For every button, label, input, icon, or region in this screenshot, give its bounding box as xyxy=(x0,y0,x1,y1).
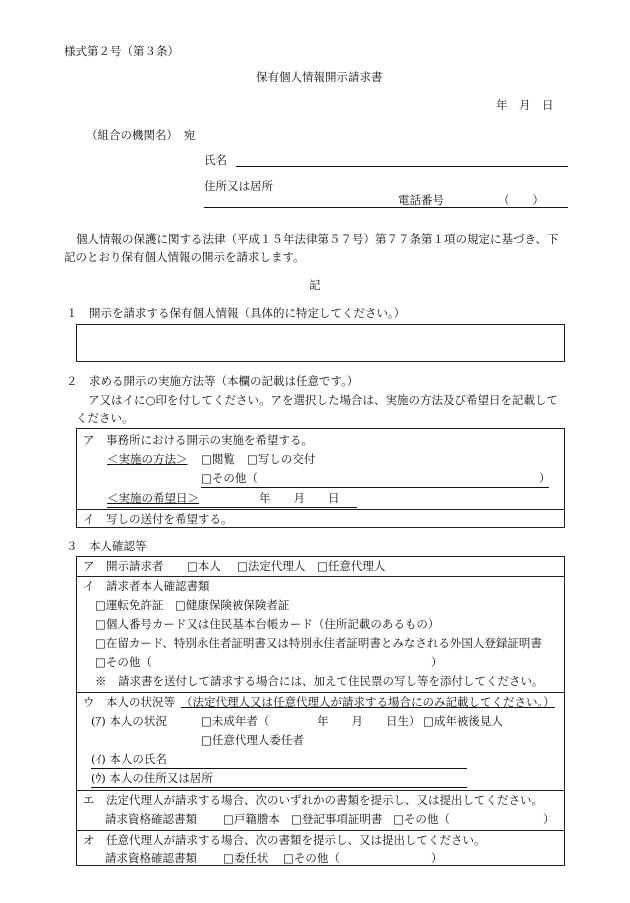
method-copy-checkbox[interactable]: □写しの交付 xyxy=(247,452,316,466)
name-field[interactable] xyxy=(236,166,568,167)
section3-divider-1 xyxy=(77,576,564,577)
id-docs-note: ※ 請求書を送付して請求する場合には、加えて住民票の写し等を添付してください。 xyxy=(95,674,544,688)
form-number: 様式第２号（第３条） xyxy=(64,44,179,58)
family-register-checkbox[interactable]: □戸籍謄本 xyxy=(223,812,280,826)
method-other-field[interactable] xyxy=(201,487,549,488)
phone-parens: （ ） xyxy=(498,193,544,207)
phone-label: 電話番号 xyxy=(398,193,444,207)
method-label: ＜実施の方法＞ xyxy=(107,452,188,466)
legal-agent-other-close: ） xyxy=(543,812,555,826)
ki-label: 記 xyxy=(309,278,321,292)
requester-label: ア 開示請求者 xyxy=(83,559,164,573)
intro-line-2: 記のとおり保有個人情報の開示を請求します。 xyxy=(64,250,305,264)
health-insurance-checkbox[interactable]: □健康保険被保険者証 xyxy=(175,598,290,612)
person-status-note: （法定代理人又は任意代理人が請求する場合にのみ記載してください。） xyxy=(181,695,555,709)
section2-option-a[interactable]: ア 事務所における開示の実施を希望する。 xyxy=(83,433,313,447)
method-other-close: ） xyxy=(539,471,551,485)
voluntary-agent-other-close: ） xyxy=(431,851,443,865)
id-other-close: ） xyxy=(431,655,443,669)
section3-heading: ３ 本人確認等 xyxy=(66,539,147,553)
drivers-license-checkbox[interactable]: □運転免許証 xyxy=(95,598,164,612)
requester-voluntary-agent-checkbox[interactable]: □任意代理人 xyxy=(317,559,386,573)
registry-certificate-checkbox[interactable]: □登記事項証明書 xyxy=(291,812,383,826)
date-line: 年 月 日 xyxy=(496,98,554,112)
method-other-checkbox[interactable]: □その他（ xyxy=(201,471,258,485)
minor-birthdate: 年 月 日生） xyxy=(317,714,421,728)
date-label: ＜実施の希望日＞ xyxy=(107,491,199,505)
voluntary-agent-other-checkbox[interactable]: □その他（ xyxy=(283,851,340,865)
section2-note-2: ください。 xyxy=(76,411,134,425)
intro-line-1: 個人情報の保護に関する法律（平成１５年法律第５７号）第７７条第１項の規定に基づき、下 xyxy=(76,232,559,246)
addressee: （組合の機関名） 宛 xyxy=(86,128,196,142)
section2-note-1: ア又はイに○印を付してください。アを選択した場合は、実施の方法及び希望日を記載して xyxy=(88,393,559,407)
legal-agent-docs-label: 請求資格確認書類 xyxy=(105,812,197,826)
legal-agent-instruction: エ 法定代理人が請求する場合、次のいずれかの書類を提示し、又は提出してください。 xyxy=(83,793,543,807)
section2-option-b[interactable]: イ 写しの送付を希望する。 xyxy=(83,512,233,526)
requester-self-checkbox[interactable]: □本人 xyxy=(187,559,221,573)
address-field[interactable] xyxy=(204,207,568,208)
section2-heading: ２ 求める開示の実施方法等（本欄の記載は任意です。） xyxy=(66,374,359,388)
section1-input-box[interactable] xyxy=(76,324,565,362)
voluntary-agent-instruction: オ 任意代理人が請求する場合、次の書類を提示し、又は提出してください。 xyxy=(83,833,486,847)
name-label: 氏名 xyxy=(204,153,227,167)
minor-checkbox[interactable]: □未成年者（ xyxy=(201,714,270,728)
section2-divider xyxy=(77,509,564,510)
adult-ward-checkbox[interactable]: □成年被後見人 xyxy=(423,714,503,728)
date-field[interactable] xyxy=(107,507,357,508)
principal-checkbox[interactable]: □任意代理人委任者 xyxy=(201,733,304,747)
date-fields: 年 月 日 xyxy=(259,491,340,505)
section3-divider-3 xyxy=(77,790,564,791)
residence-card-checkbox[interactable]: □在留カード、特別永住者証明書又は特別永住者証明書とみなされる外国人登録証明書 xyxy=(95,636,542,650)
person-status-label: ウ 本人の状況等 xyxy=(83,695,175,709)
id-other-checkbox[interactable]: □その他（ xyxy=(95,655,152,669)
person-name-field[interactable] xyxy=(91,768,467,769)
section3-box xyxy=(76,556,565,866)
section1-heading: １ 開示を請求する保有個人情報（具体的に特定してください。） xyxy=(66,306,406,320)
person-address-label: (ｳ) 本人の住所又は居所 xyxy=(91,771,213,785)
section3-divider-2 xyxy=(77,692,564,693)
section2-box xyxy=(76,428,565,528)
id-docs-label: イ 請求者本人確認書類 xyxy=(83,579,210,593)
my-number-card-checkbox[interactable]: □個人番号カード又は住民基本台帳カード（住所記載のあるもの） xyxy=(95,617,440,631)
voluntary-agent-docs-label: 請求資格確認書類 xyxy=(105,851,197,865)
person-status-sublabel: (ｱ) 本人の状況 xyxy=(91,714,167,728)
requester-legal-agent-checkbox[interactable]: □法定代理人 xyxy=(237,559,306,573)
power-of-attorney-checkbox[interactable]: □委任状 xyxy=(223,851,269,865)
person-name-label: (ｲ) 本人の氏名 xyxy=(91,752,167,766)
legal-agent-other-checkbox[interactable]: □その他（ xyxy=(393,812,450,826)
address-label: 住所又は居所 xyxy=(204,179,273,193)
document-title: 保有個人情報開示請求書 xyxy=(256,70,383,84)
section3-divider-4 xyxy=(77,830,564,831)
person-address-field[interactable] xyxy=(91,787,467,788)
method-view-checkbox[interactable]: □閲覧 xyxy=(201,452,235,466)
